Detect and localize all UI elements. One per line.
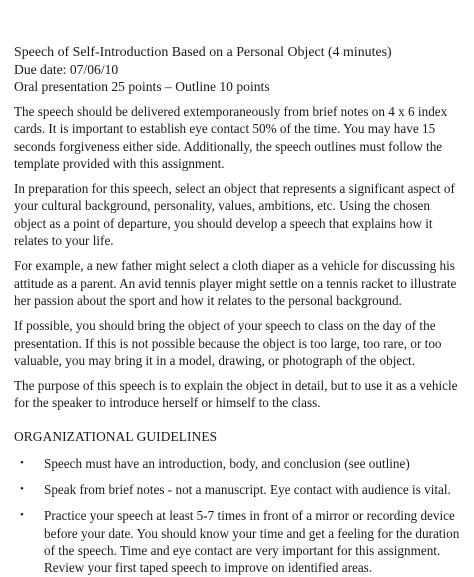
paragraph-delivery: The speech should be delivered extemporaneously from brief notes on 4 x 6 index cards. It is important to establish eye contact 50% of the time. You may have 15 seconds forgiveness either side. Additionally, the speech outlines must follow the template provided with this assignment.: [14, 104, 448, 171]
list-item: [14, 455, 460, 472]
section-heading-guidelines: ORGANIZATIONAL GUIDELINES: [14, 428, 218, 444]
points-line: Oral presentation 25 points – Outline 10 points: [14, 79, 270, 94]
paragraph-preparation: In preparation for this speech, select an object that represents a significant aspect of your cultural background, personality, values, ambitions, etc. Using the chosen object as a point of departure, you should develop a speech that explains how it relates to your life.: [14, 181, 455, 249]
paragraph-purpose: The purpose of this speech is to explain the object in detail, but to use it as a vehicle for the speaker to introduce herself or himself to the class.: [14, 378, 458, 411]
due-date: Due date: 07/06/10: [14, 62, 119, 77]
bullet-icon: •: [20, 509, 24, 522]
document-title: Speech of Self-Introduction Based on a Personal Object (4 minutes): [14, 45, 392, 60]
bullet-icon: •: [20, 456, 24, 469]
guidelines-list: [14, 455, 460, 577]
list-item-text: Speak from brief notes - not a manuscript. Eye contact with audience is vital.: [44, 482, 451, 498]
list-item: [14, 481, 460, 498]
list-item-text: Practice your speech at least 5-7 times in front of a mirror or recording device before your date. You should know your time and get a feeling for the duration of the speech. Time and eye contact are very important for this assignment. Review your first taped speech to improve on identified areas.: [44, 508, 460, 576]
paragraph-bring-object: If possible, you should bring the object of your speech to class on the day of the presentation. If this is not possible because the object is too large, too rare, or too valuable, you may bring it in a model, drawing, or photograph of the object.: [14, 318, 442, 368]
list-item: [14, 507, 460, 576]
paragraph-example: For example, a new father might select a cloth diaper as a vehicle for discussing his attitude as a parent. An avid tennis player might settle on a tennis racket to illustrate her passion about the sport and how it relates to the personal background.: [14, 258, 457, 308]
list-item-text: Speech must have an introduction, body, and conclusion (see outline): [44, 455, 410, 471]
bullet-icon: •: [20, 483, 24, 496]
